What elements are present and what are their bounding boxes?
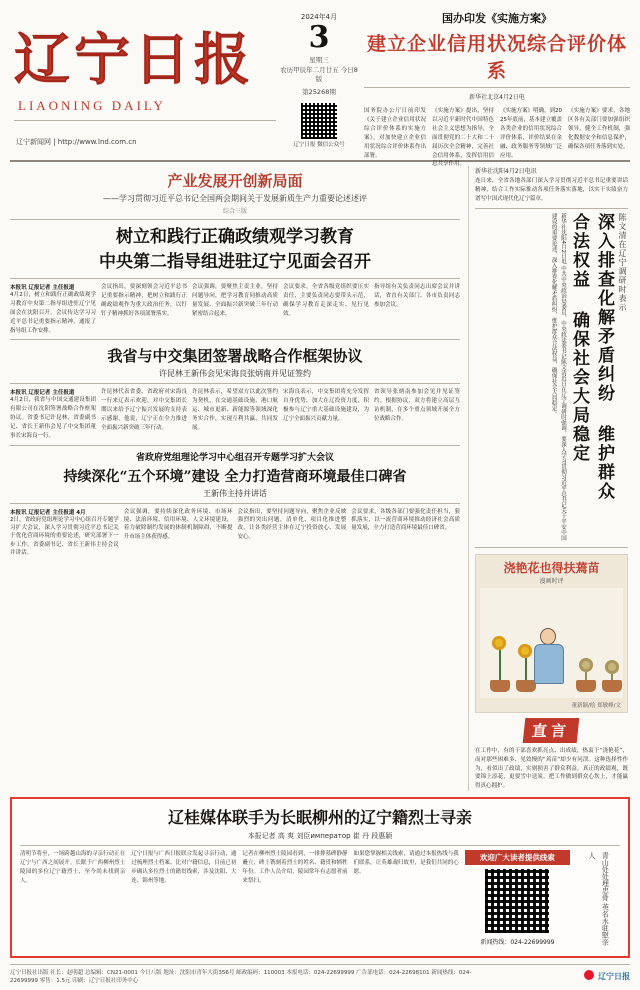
footer-weibo-label: 辽宁日报 xyxy=(598,972,630,982)
feature-col-2: 辽宁日报与广西日报联合发起寻亲行动，通过梳理烈士档案、比对户籍信息，目前已初步确认多位烈士的籍贯线索，涉及沈阳、大连、锦州等地。 xyxy=(131,851,237,884)
lead-kicker: 国办印发《实施方案》 xyxy=(442,12,552,25)
paper-title-cn: 辽宁日报 xyxy=(14,27,254,93)
date-ym: 2024年4月 xyxy=(300,13,338,21)
qr-caption: 辽宁日报 微信公众号 xyxy=(293,141,345,148)
series-tag: 综合三版 xyxy=(222,208,247,215)
story2-columns xyxy=(10,388,460,441)
story2-col-1: 4月2日，我省与中国交通建设集团有限公司在沈阳签署战略合作框架协议。省委书记许昆林，省委副书记、省长王新伟会见了中交集团董事长宋海良一行。 xyxy=(10,397,96,440)
left-column xyxy=(10,166,460,791)
rail-top-text: 连日来，全省各地各部门深入学习贯彻习近平总书记重要讲话精神，结合工作实际推动各项任务落实落地，以实干实绩奋力谱写中国式现代化辽宁篇章。 xyxy=(475,178,628,202)
cartoon-panel xyxy=(475,554,628,713)
masthead xyxy=(10,6,630,168)
story1-headline-2: 中央第二指导组进驻辽宁见面会召开 xyxy=(99,251,371,272)
opinion-column-text: 在工作中，有的干部喜欢抓亮点、出成绩，热衷于“浇艳花”，而对那些困难多、见效慢的“蔫苗”却少有问津。这种选择性作为，看似出了政绩，实则损害了群众利益。真正的政绩观，既要锦上添花，更要雪中送炭。把工作做到群众心坎上，才能赢得真心拥护。 xyxy=(475,747,628,790)
feature-highlight-box xyxy=(10,797,630,958)
story1-col-3: 会议强调，要聚焦主责主业，坚持问题导向，把学习教育同推动高质量发展、全面振兴新突破三年行动紧密结合起来。 xyxy=(192,283,278,317)
lead-columns xyxy=(364,107,630,169)
date-day: 3 xyxy=(308,20,330,55)
story3-col-1: 2日，省政府党组理论学习中心组召开专题学习扩大会议，深入学习贯彻习近平总书记关于优化营商环境的重要论述，研究部署下一步工作。省委副书记、省长王新伟主持会议并讲话。 xyxy=(10,516,119,556)
series-title: 产业发展开创新局面 xyxy=(167,172,303,190)
wechat-qr-icon[interactable] xyxy=(300,102,338,140)
opinion-badge: 直言 xyxy=(523,718,580,743)
story2-col-3: 许昆林表示，希望双方以此次签约为契机，在交通基础设施、港口航运、城市更新、新能源等领域深化务实合作，实现互利共赢、共同发展。 xyxy=(192,389,278,432)
masthead-date-block xyxy=(280,6,358,156)
story1-col-2: 会议指出，要深刻领会习近平总书记重要指示精神，把树立和践行正确政绩观作为重大政治任务，以钉钉子精神抓好各项部署落实。 xyxy=(101,283,187,317)
page-footer xyxy=(10,964,630,984)
story2-lead-label: 本报讯 辽报记者 主任报道 xyxy=(10,390,75,397)
story1-lead-label: 本报讯 辽报记者 主任报道 xyxy=(10,284,75,291)
story1-headline-1: 树立和践行正确政绩观学习教育 xyxy=(116,227,354,247)
story1-columns xyxy=(10,283,460,336)
story2-col-4: 宋海良表示，中交集团将充分发挥自身优势，加大在辽投资力度，积极参与辽宁重大基础设施建设，为辽宁全面振兴贡献力量。 xyxy=(283,389,369,423)
series-subtitle: ——学习贯彻习近平总书记全国两会期间关于发展新质生产力重要论述述评 xyxy=(103,194,367,203)
feature-byline: 本报记者 高 爽 刘臣император 崔 丹 段惠颖 xyxy=(247,832,393,841)
lead-col-2: 《实施方案》提出，坚持以习近平新时代中国特色社会主义思想为指导，全面贯彻党的二十大和二十届历次全会精神，完善社会信用体系，发挥信用信息共享作用。 xyxy=(432,108,494,168)
footer-imprint: 辽宁日报社出版 社长：赵明超 总编辑：CN21-0001 今日八版 地址：沈阳市青年大街356号 邮政编码：110003 本报电话：024-22699999 广告部电话：024-22698101 新闻热线：024-22699999 零售：1.5元 印刷：辽宁日报社印务中心 xyxy=(10,970,472,985)
lead-col-3: 《实施方案》明确，到2025年底前，基本建立覆盖各类企业的信用状况综合评价体系，评价结果在金融、政务服务等领域广泛应用。 xyxy=(500,108,562,159)
feature-qr-panel[interactable] xyxy=(465,850,570,948)
cartoon-artwork xyxy=(480,588,623,698)
story2-headline: 我省与中交集团签署战略合作框架协议 xyxy=(107,347,363,366)
feature-col-3: 记者在柳州烈士陵园看到，一排排墓碑静静矗立，碑上镌刻着烈士的姓名、籍贯和牺牲年份。工作人员介绍，陵园常年有志愿者前来祭扫。 xyxy=(242,851,348,884)
lead-headline: 建立企业信用状况综合评价体系 xyxy=(366,33,627,82)
footer-weibo[interactable] xyxy=(584,970,630,982)
story2-subline: 许昆林王新伟会见宋海良张炳南并见证签约 xyxy=(159,369,311,379)
cartoon-subtitle: 漫画时评 xyxy=(539,577,564,585)
story3-col-2: 会议强调，要持续深化政务环境、市场环境、法治环境、信用环境、人文环境建设，着力破除制约发展的体制机制障碍，不断提升市场主体获得感。 xyxy=(123,508,233,540)
story1-col-5: 指导组有关负责同志出席会议并讲话，省直有关部门、各市负责同志参加会议。 xyxy=(374,283,460,308)
right-rail xyxy=(468,166,628,791)
feature-vertical-poem: 青山处处埋忠骨 英名永驻慰亲人 xyxy=(588,852,610,946)
rail-vertical-headline-left: 合法权益 确保社会大局稳定 xyxy=(569,212,589,463)
rail-dateline: 新华社沈阳4月2日电讯 xyxy=(475,168,537,175)
date-lunar: 农历甲辰年二月廿五 今日8版 xyxy=(280,66,358,84)
feature-col-1: 清明节将至，一场跨越山海的寻亲行动正在辽宁与广西之间展开。长眠于广西柳州烈士陵园的多位辽宁籍烈士，至今尚未找到亲人。 xyxy=(20,851,126,884)
story2-col-2: 许昆林代表省委、省政府对宋海良一行来辽表示欢迎，对中交集团长期以来给予辽宁振兴发展的支持表示感谢。他说，辽宁正在全力推进全面振兴新突破三年行动。 xyxy=(101,389,187,432)
paper-website[interactable]: 辽宁新闻网 | http://www.lnd.com.cn xyxy=(16,138,137,146)
lead-col-4: 《实施方案》要求，各地区各有关部门要加强组织领导，健全工作机制，强化数据安全和信息保护，确保各项任务落到实处。 xyxy=(568,108,630,150)
feature-qr-cta[interactable]: 欢迎广大读者提供线索 xyxy=(465,850,570,865)
cartoon-figure xyxy=(532,628,566,690)
feature-col-4: 如果您掌握相关线索，请通过本报热线与我们联系。让英雄魂归故里，是我们共同的心愿。 xyxy=(353,851,459,876)
lead-col-1: 国务院办公厅日前印发《关于建立企业信用状况综合评价体系的实施方案》，对加快建立企业信用状况综合评价体系作出部署。 xyxy=(364,108,426,159)
date-weekday: 星期三 xyxy=(309,55,329,64)
feature-hotline: 新闻热线：024-22699999 xyxy=(480,939,555,947)
rail-vertical-headline-right: 深入排查化解矛盾纠纷 维护群众 xyxy=(594,212,614,501)
story3-kicker: 省政府党组理论学习中心组召开专题学习扩大会议 xyxy=(135,452,334,463)
feature-qr-icon[interactable] xyxy=(485,869,549,933)
story3-col-4: 会议要求，各级各部门要强化责任担当，狠抓落实，以一流营商环境推动经济社会高质量发展，全力打造营商环境最佳口碑省。 xyxy=(351,508,460,532)
cartoon-credit: 董新颖/绘 郑敏峰/文 xyxy=(571,702,621,709)
story3-subline: 王新伟主持并讲话 xyxy=(203,488,267,498)
weibo-icon xyxy=(584,970,594,980)
masthead-logo xyxy=(10,6,280,156)
rail-side-text: 新华社沈阳4月2日电 中共中央政治局委员、中央政法委书记陈文清近日在辽宁调研时强调，要深入学习贯彻习近平总书记关于平安中国建设的重要论述，深入排查化解矛盾纠纷，维护群众合法权益，确保社会大局稳定。 xyxy=(550,212,566,541)
story3-headline: 持续深化“五个环境”建设 全力打造营商环境最佳口碑省 xyxy=(63,468,407,485)
rail-vertical-headline xyxy=(475,213,628,543)
lead-dateline: 新华社北京4月2日电 xyxy=(469,94,525,101)
rail-vertical-kicker: 陈文清在辽宁调研时表示 xyxy=(618,212,627,312)
paper-title-en: LIAONING DAILY xyxy=(18,98,166,113)
masthead-lead-story xyxy=(358,6,630,168)
story3-col-3: 会议指出，要坚持问题导向，聚焦企业反映强烈的突出问题，清单化、项目化推进整改，让各类经营主体在辽宁投资放心、发展安心。 xyxy=(237,508,347,540)
page-body xyxy=(10,166,630,791)
story1-col-4: 会议要求，全省各级党组织要压实责任，主要负责同志要带头示范，确保学习教育走深走实、见行见效。 xyxy=(283,283,369,317)
issue-number: 第25268期 xyxy=(302,87,336,96)
feature-title: 辽桂媒体联手为长眠柳州的辽宁籍烈士寻亲 xyxy=(167,808,472,828)
cartoon-title: 浇艳花也得扶蔫苗 xyxy=(503,560,600,575)
story3-columns xyxy=(10,508,460,557)
feature-columns xyxy=(20,850,620,948)
story2-col-5: 省领导张炳南参加会见并见证签约。根据协议，双方将建立高层互访机制，在多个重点领域开展全方位战略合作。 xyxy=(374,389,460,423)
story3-lead-label: 本报讯 辽报记者 主任报道 4月 xyxy=(10,509,86,516)
story1-col-1: 4月2日，树立和践行正确政绩观学习教育中央第二指导组进驻辽宁见面会在沈阳召开。会议传达学习习近平总书记重要指示精神，通报了指导组工作安排。 xyxy=(10,291,96,334)
